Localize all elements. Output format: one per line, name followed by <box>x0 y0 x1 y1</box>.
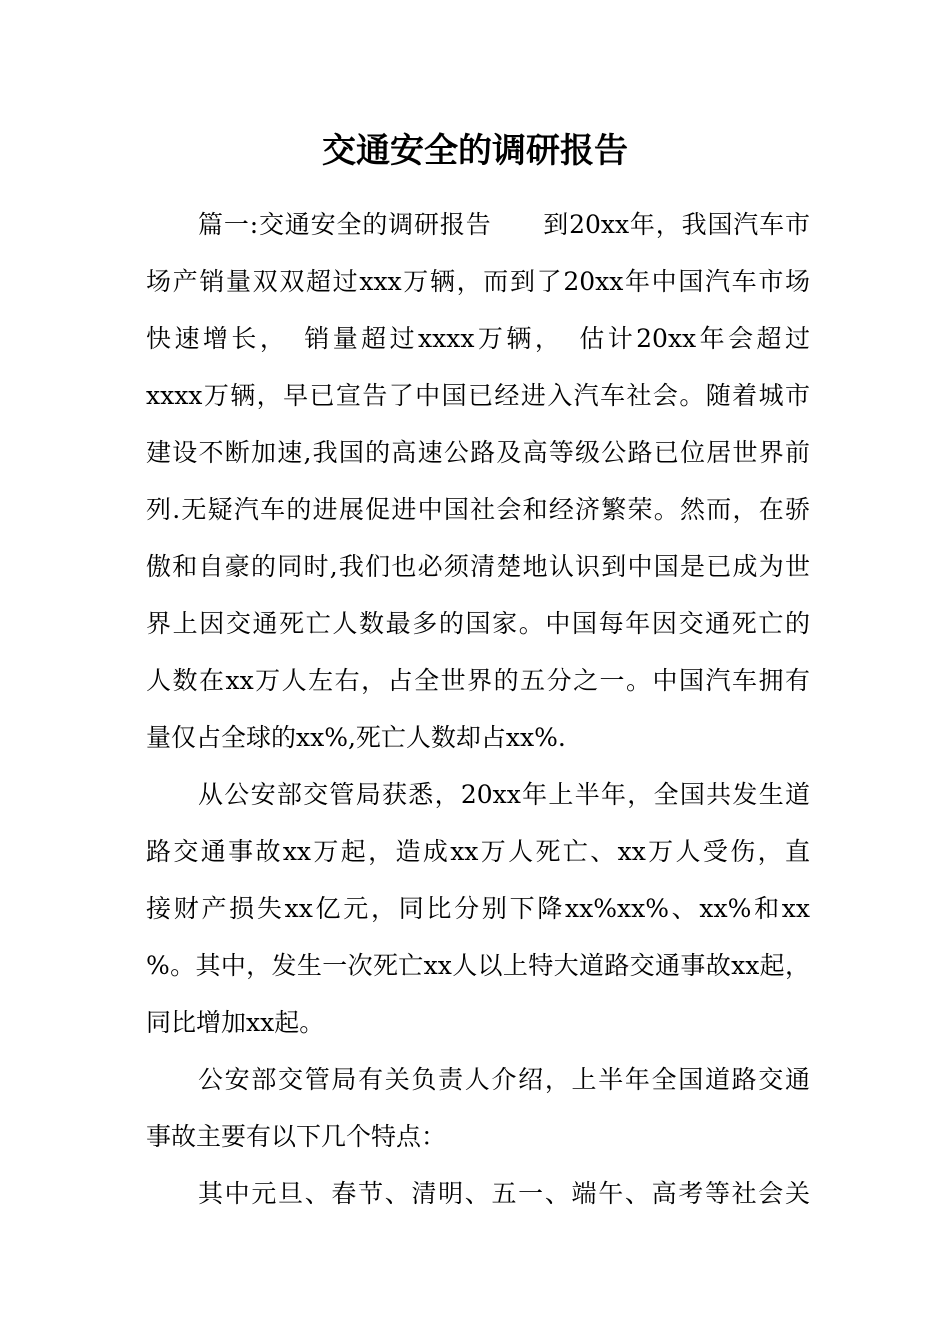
document-title: 交通安全的调研报告 <box>322 131 628 171</box>
body-line: 篇一:交通安全的调研报告 到20xx年，我国汽车市 <box>198 210 810 239</box>
body-line: 事故主要有以下几个特点： <box>146 1122 447 1151</box>
body-line: 其中元旦、春节、清明、五一、端午、高考等社会关 <box>198 1179 810 1208</box>
body-line: %。其中，发生一次死亡xx人以上特大道路交通事故xx起， <box>146 951 810 980</box>
body-line: 列.无疑汽车的进展促进中国社会和经济繁荣。然而，在骄 <box>146 495 810 524</box>
body-line: 界上因交通死亡人数最多的国家。中国每年因交通死亡的 <box>146 609 810 638</box>
body-line: 建设不断加速,我国的高速公路及高等级公路已位居世界前 <box>146 438 810 467</box>
body-line: 公安部交管局有关负责人介绍，上半年全国道路交通 <box>198 1065 810 1094</box>
body-line: 路交通事故xx万起，造成xx万人死亡、xx万人受伤，直 <box>146 837 810 866</box>
document-body <box>146 196 810 1222</box>
body-line: 接财产损失xx亿元，同比分别下降xx%xx%、xx%和xx <box>146 894 810 923</box>
body-line: 同比增加xx起。 <box>146 1008 325 1037</box>
body-line: 场产销量双双超过xxx万辆，而到了20xx年中国汽车市场 <box>146 267 810 296</box>
body-line: 从公安部交管局获悉，20xx年上半年，全国共发生道 <box>198 780 810 809</box>
body-line: 人数在xx万人左右，占全世界的五分之一。中国汽车拥有 <box>146 666 810 695</box>
body-line: xxxx万辆，早已宣告了中国已经进入汽车社会。随着城市 <box>146 381 810 410</box>
body-line: 量仅占全球的xx%,死亡人数却占xx%. <box>146 723 566 752</box>
body-line: 傲和自豪的同时,我们也必须清楚地认识到中国是已成为世 <box>146 552 810 581</box>
body-line: 快速增长， 销量超过xxxx万辆， 估计20xx年会超过 <box>146 324 810 353</box>
